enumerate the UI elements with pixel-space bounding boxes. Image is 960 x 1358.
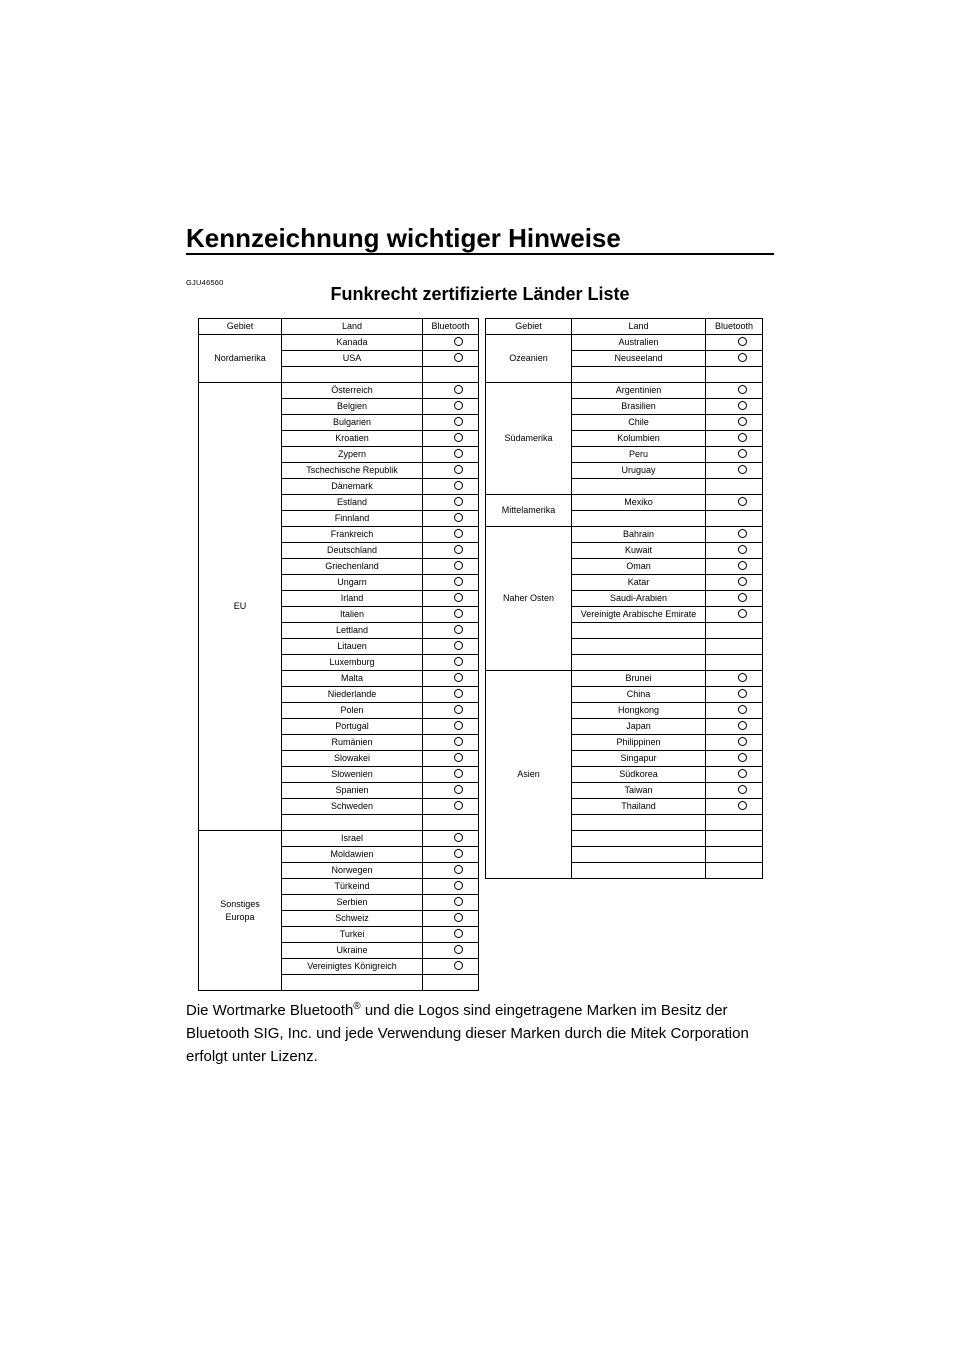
country-cell [572, 479, 706, 495]
circle-mark-icon [738, 577, 747, 586]
country-cell: Schweden [282, 799, 423, 815]
country-cell: Turkei [282, 927, 423, 943]
bluetooth-cell [706, 799, 763, 815]
country-cell: Uruguay [572, 463, 706, 479]
country-cell: Slowenien [282, 767, 423, 783]
circle-mark-icon [454, 801, 463, 810]
circle-mark-icon [738, 545, 747, 554]
country-cell: Rumänien [282, 735, 423, 751]
country-cell: Bulgarien [282, 415, 423, 431]
region-cell [486, 527, 572, 671]
bluetooth-cell [706, 735, 763, 751]
bluetooth-cell [423, 399, 479, 415]
country-cell: Brunei [572, 671, 706, 687]
region-label: Mittelamerika [501, 505, 556, 515]
bluetooth-cell [706, 511, 763, 527]
country-cell: Philippinen [572, 735, 706, 751]
circle-mark-icon [454, 705, 463, 714]
bluetooth-cell [423, 927, 479, 943]
bluetooth-cell [423, 351, 479, 367]
country-cell: Katar [572, 575, 706, 591]
section-title: Funkrecht zertifizierte Länder Liste [330, 284, 630, 304]
region-label: Asien [517, 769, 540, 779]
bluetooth-cell [423, 959, 479, 975]
circle-mark-icon [454, 529, 463, 538]
country-cell: Ungarn [282, 575, 423, 591]
bluetooth-cell [423, 687, 479, 703]
bluetooth-cell [706, 335, 763, 351]
circle-mark-icon [454, 769, 463, 778]
country-cell: Vereinigtes Königreich [282, 959, 423, 975]
circle-mark-icon [454, 833, 463, 842]
registered-mark: ® [353, 1001, 361, 1012]
circle-mark-icon [738, 609, 747, 618]
bluetooth-cell [706, 415, 763, 431]
bluetooth-cell [706, 383, 763, 399]
bluetooth-cell [706, 479, 763, 495]
bluetooth-cell [423, 975, 479, 991]
circle-mark-icon [454, 609, 463, 618]
circle-mark-icon [454, 961, 463, 970]
country-cell: Neuseeland [572, 351, 706, 367]
circle-mark-icon [738, 705, 747, 714]
country-cell: Serbien [282, 895, 423, 911]
trademark-text-after: und die Logos sind eingetragene Marken im Besitz der Bluetooth SIG, Inc. und jede Verwendung dieser Marken durch die Mitek Corporation erfolgt unter Lizenz. [186, 1002, 749, 1065]
bluetooth-cell [423, 911, 479, 927]
country-cell: Kuwait [572, 543, 706, 559]
header-bluetooth: Bluetooth [706, 319, 763, 335]
table-row [486, 383, 763, 399]
circle-mark-icon [738, 401, 747, 410]
bluetooth-cell [706, 847, 763, 863]
region-label: Ozeanien [509, 353, 548, 363]
circle-mark-icon [738, 561, 747, 570]
bluetooth-cell [706, 431, 763, 447]
circle-mark-icon [454, 593, 463, 602]
country-cell: Israel [282, 831, 423, 847]
country-cell: Finnland [282, 511, 423, 527]
header-region: Gebiet [486, 319, 572, 335]
circle-mark-icon [738, 721, 747, 730]
circle-mark-icon [454, 449, 463, 458]
country-cell: Brasilien [572, 399, 706, 415]
bluetooth-cell [706, 655, 763, 671]
circle-mark-icon [454, 385, 463, 394]
country-cell: Estland [282, 495, 423, 511]
country-cell: Kolumbien [572, 431, 706, 447]
country-cell [572, 847, 706, 863]
region-label: Südamerika [504, 433, 553, 443]
country-cell: Deutschland [282, 543, 423, 559]
country-cell: Schweiz [282, 911, 423, 927]
country-cell: Oman [572, 559, 706, 575]
circle-mark-icon [738, 385, 747, 394]
circle-mark-icon [454, 721, 463, 730]
bluetooth-cell [423, 671, 479, 687]
bluetooth-cell [423, 799, 479, 815]
region-cell [486, 335, 572, 383]
region-label: EU [233, 601, 247, 611]
bluetooth-cell [423, 815, 479, 831]
country-cell: Zypern [282, 447, 423, 463]
bluetooth-cell [423, 559, 479, 575]
bluetooth-cell [706, 751, 763, 767]
bluetooth-cell [423, 431, 479, 447]
country-cell: Japan [572, 719, 706, 735]
country-cell: Malta [282, 671, 423, 687]
circle-mark-icon [454, 577, 463, 586]
header-country: Land [572, 319, 706, 335]
country-table-left [198, 318, 479, 991]
bluetooth-cell [706, 719, 763, 735]
country-cell: Peru [572, 447, 706, 463]
country-cell: Österreich [282, 383, 423, 399]
header-rule [186, 253, 774, 255]
circle-mark-icon [454, 689, 463, 698]
bluetooth-cell [706, 863, 763, 879]
country-cell: Australien [572, 335, 706, 351]
circle-mark-icon [454, 849, 463, 858]
country-cell: Spanien [282, 783, 423, 799]
table-row [199, 335, 479, 351]
header-country: Land [282, 319, 423, 335]
circle-mark-icon [454, 737, 463, 746]
region-cell [199, 383, 282, 831]
country-cell: Taiwan [572, 783, 706, 799]
table-row [486, 495, 763, 511]
bluetooth-cell [706, 463, 763, 479]
country-cell: Italien [282, 607, 423, 623]
circle-mark-icon [738, 801, 747, 810]
circle-mark-icon [454, 481, 463, 490]
table-row [199, 831, 479, 847]
region-label: Nordamerika [214, 353, 266, 363]
region-label: Naher Osten [502, 593, 555, 603]
bluetooth-cell [423, 847, 479, 863]
country-cell: USA [282, 351, 423, 367]
table-row [486, 335, 763, 351]
bluetooth-cell [706, 351, 763, 367]
trademark-text-before: Die Wortmarke Bluetooth [186, 1002, 354, 1019]
page-header-title: Kennzeichnung wichtiger Hinweise [186, 223, 621, 253]
country-cell [572, 831, 706, 847]
country-cell [572, 863, 706, 879]
country-cell: Türkeind [282, 879, 423, 895]
circle-mark-icon [738, 337, 747, 346]
bluetooth-cell [423, 639, 479, 655]
bluetooth-cell [423, 783, 479, 799]
bluetooth-cell [423, 591, 479, 607]
bluetooth-cell [423, 655, 479, 671]
bluetooth-cell [423, 575, 479, 591]
circle-mark-icon [454, 897, 463, 906]
circle-mark-icon [738, 737, 747, 746]
country-cell [282, 367, 423, 383]
region-cell [199, 831, 282, 991]
bluetooth-cell [706, 783, 763, 799]
circle-mark-icon [738, 753, 747, 762]
circle-mark-icon [454, 641, 463, 650]
country-cell: Vereinigte Arabische Emirate [572, 607, 706, 623]
circle-mark-icon [454, 545, 463, 554]
bluetooth-cell [423, 623, 479, 639]
bluetooth-cell [706, 399, 763, 415]
country-cell: Luxemburg [282, 655, 423, 671]
bluetooth-cell [423, 383, 479, 399]
trademark-notice [186, 999, 786, 1068]
circle-mark-icon [454, 625, 463, 634]
bluetooth-cell [423, 767, 479, 783]
table-header-row [199, 319, 479, 335]
bluetooth-cell [423, 447, 479, 463]
country-cell: Portugal [282, 719, 423, 735]
circle-mark-icon [454, 657, 463, 666]
circle-mark-icon [738, 417, 747, 426]
country-cell [572, 639, 706, 655]
circle-mark-icon [738, 689, 747, 698]
bluetooth-cell [423, 543, 479, 559]
circle-mark-icon [738, 769, 747, 778]
bluetooth-cell [423, 831, 479, 847]
bluetooth-cell [706, 447, 763, 463]
bluetooth-cell [706, 543, 763, 559]
country-cell: Hongkong [572, 703, 706, 719]
country-cell: Griechenland [282, 559, 423, 575]
circle-mark-icon [738, 785, 747, 794]
bluetooth-cell [423, 719, 479, 735]
bluetooth-cell [423, 879, 479, 895]
bluetooth-cell [706, 767, 763, 783]
bluetooth-cell [423, 463, 479, 479]
circle-mark-icon [738, 529, 747, 538]
circle-mark-icon [454, 337, 463, 346]
circle-mark-icon [738, 465, 747, 474]
bluetooth-cell [423, 511, 479, 527]
country-cell [282, 975, 423, 991]
bluetooth-cell [706, 591, 763, 607]
circle-mark-icon [454, 945, 463, 954]
circle-mark-icon [454, 353, 463, 362]
country-cell: Moldawien [282, 847, 423, 863]
circle-mark-icon [454, 865, 463, 874]
bluetooth-cell [706, 559, 763, 575]
table-row [486, 671, 763, 687]
country-cell [572, 623, 706, 639]
bluetooth-cell [423, 863, 479, 879]
header-bluetooth: Bluetooth [423, 319, 479, 335]
bluetooth-cell [423, 335, 479, 351]
bluetooth-cell [423, 735, 479, 751]
bluetooth-cell [423, 415, 479, 431]
bluetooth-cell [423, 527, 479, 543]
bluetooth-cell [706, 607, 763, 623]
circle-mark-icon [738, 593, 747, 602]
circle-mark-icon [454, 785, 463, 794]
section-code: GJU46560 [186, 278, 224, 287]
country-cell: Dänemark [282, 479, 423, 495]
bluetooth-cell [706, 367, 763, 383]
region-label: Sonstiges Europa [220, 898, 260, 922]
country-cell: Tschechische Republik [282, 463, 423, 479]
country-cell: Irland [282, 591, 423, 607]
bluetooth-cell [423, 607, 479, 623]
region-cell [199, 335, 282, 383]
country-cell: Litauen [282, 639, 423, 655]
country-cell: China [572, 687, 706, 703]
country-cell: Niederlande [282, 687, 423, 703]
circle-mark-icon [454, 753, 463, 762]
country-cell: Singapur [572, 751, 706, 767]
circle-mark-icon [738, 433, 747, 442]
bluetooth-cell [423, 751, 479, 767]
circle-mark-icon [454, 673, 463, 682]
table-row [199, 383, 479, 399]
country-cell: Polen [282, 703, 423, 719]
header-region: Gebiet [199, 319, 282, 335]
table-header-row [486, 319, 763, 335]
bluetooth-cell [706, 831, 763, 847]
region-cell [486, 383, 572, 495]
country-cell: Frankreich [282, 527, 423, 543]
bluetooth-cell [423, 479, 479, 495]
circle-mark-icon [454, 417, 463, 426]
circle-mark-icon [454, 433, 463, 442]
country-cell [572, 655, 706, 671]
circle-mark-icon [454, 881, 463, 890]
bluetooth-cell [706, 815, 763, 831]
country-cell: Mexiko [572, 495, 706, 511]
region-cell [486, 495, 572, 527]
circle-mark-icon [738, 353, 747, 362]
country-cell: Südkorea [572, 767, 706, 783]
country-cell: Thailand [572, 799, 706, 815]
bluetooth-cell [706, 687, 763, 703]
country-cell: Lettland [282, 623, 423, 639]
country-cell [572, 367, 706, 383]
country-table-right [485, 318, 763, 879]
country-cell [572, 511, 706, 527]
country-cell [282, 815, 423, 831]
circle-mark-icon [454, 465, 463, 474]
country-cell: Kroatien [282, 431, 423, 447]
bluetooth-cell [706, 527, 763, 543]
circle-mark-icon [738, 497, 747, 506]
country-cell: Chile [572, 415, 706, 431]
bluetooth-cell [423, 367, 479, 383]
circle-mark-icon [454, 561, 463, 570]
circle-mark-icon [454, 401, 463, 410]
bluetooth-cell [706, 671, 763, 687]
country-cell: Saudi-Arabien [572, 591, 706, 607]
country-cell [572, 815, 706, 831]
bluetooth-cell [423, 495, 479, 511]
country-cell: Slowakei [282, 751, 423, 767]
country-cell: Kanada [282, 335, 423, 351]
bluetooth-cell [423, 943, 479, 959]
bluetooth-cell [706, 623, 763, 639]
bluetooth-cell [423, 703, 479, 719]
bluetooth-cell [706, 575, 763, 591]
country-cell: Ukraine [282, 943, 423, 959]
bluetooth-cell [423, 895, 479, 911]
circle-mark-icon [454, 513, 463, 522]
circle-mark-icon [454, 913, 463, 922]
country-cell: Bahrain [572, 527, 706, 543]
circle-mark-icon [738, 449, 747, 458]
region-cell [486, 671, 572, 879]
country-cell: Norwegen [282, 863, 423, 879]
bluetooth-cell [706, 639, 763, 655]
circle-mark-icon [454, 497, 463, 506]
bluetooth-cell [706, 703, 763, 719]
country-cell: Belgien [282, 399, 423, 415]
circle-mark-icon [738, 673, 747, 682]
country-cell: Argentinien [572, 383, 706, 399]
bluetooth-cell [706, 495, 763, 511]
circle-mark-icon [454, 929, 463, 938]
table-row [486, 527, 763, 543]
